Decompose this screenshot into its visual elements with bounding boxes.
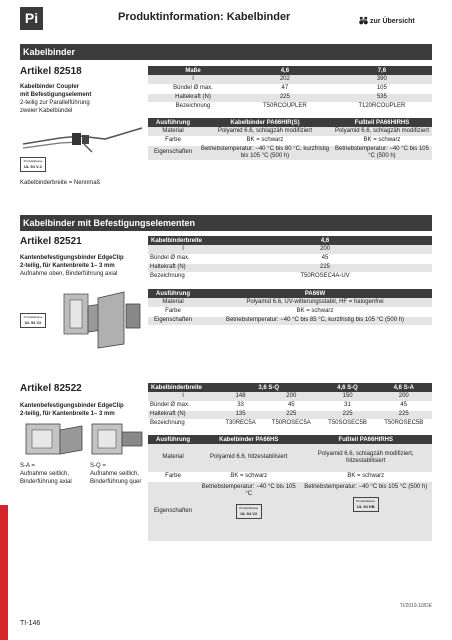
table-row [148, 93, 432, 102]
material-table [148, 118, 432, 161]
stamp-value: UL 94 V-2 [24, 164, 42, 169]
cell: 148 [218, 392, 263, 401]
ul-classification-stamp [20, 313, 46, 328]
desc-line: Kabelbinder Coupler [20, 84, 80, 90]
cell-text: Betriebstemperatur: −40 °C bis 105 °C (500 h) [304, 483, 428, 490]
caption-line: Aufnahme seitlich, [90, 471, 140, 477]
cell: 225 [376, 410, 432, 419]
coupler-image [20, 116, 146, 156]
material-table [148, 435, 432, 542]
col-header: 3,6 S-Q [218, 383, 320, 392]
cell: l [148, 75, 238, 84]
desc-line: Aufnahme oben, Binderführung axial [20, 271, 118, 277]
stamp-label: Produktklasse [23, 159, 43, 163]
table-row [148, 444, 432, 472]
col-header: Kabelbinderbreite [148, 236, 218, 245]
cell: BK = schwarz [299, 472, 432, 481]
page-number: TI-146 [20, 620, 41, 627]
cell: 33 [218, 401, 263, 410]
table-row [148, 263, 432, 272]
cell: Bündel Ø max. [148, 254, 218, 263]
cell: 200 [218, 245, 432, 254]
cell-text: Betriebstemperatur: −40 °C bis 105 °C [201, 483, 296, 497]
cell: 225 [263, 410, 319, 419]
edgeclip-image [58, 284, 146, 354]
cell: 47 [238, 84, 332, 93]
caption-line: Binderführung quer [90, 479, 142, 485]
dimensions-table [148, 66, 432, 112]
cell: Betriebstemperatur: −40 °C bis 85 °C, kurzfristig bis 105 °C (500 h) [198, 316, 432, 325]
cell: BK = schwarz [332, 136, 432, 145]
cell: l [148, 392, 218, 401]
cell [299, 481, 432, 541]
table-row [148, 145, 432, 160]
caption-sq [90, 462, 141, 486]
table-row [148, 392, 432, 401]
cell: T50SOSEC5B [320, 419, 376, 428]
stamp-value: UL 94 V2 [24, 320, 42, 325]
article-description [20, 254, 145, 278]
page-title: Produktinformation: Kabelbinder [118, 11, 291, 23]
caption-line: Binderführung axial [20, 479, 72, 485]
table-row [148, 401, 432, 410]
cell: 45 [376, 401, 432, 410]
ul-classification-stamp [20, 157, 46, 172]
cell: 202 [238, 75, 332, 84]
cell: 200 [376, 392, 432, 401]
table-row [148, 136, 432, 145]
col-header: Maße [148, 66, 238, 75]
cell: Haltekraft (N) [148, 410, 218, 419]
desc-line: mit Befestigungselement [20, 92, 92, 98]
article-description [20, 83, 145, 115]
cell: Haltekraft (N) [148, 93, 238, 102]
caption-line: Aufnahme seitlich, [20, 471, 70, 477]
cell: Polyamid 6.6, UV-witterungsstabil, HF = halogenfrei [198, 298, 432, 307]
col-header: Fußteil PA66HIRHS [299, 435, 432, 444]
cell: 105 [332, 84, 432, 93]
desc-line: 2-teilig, für Kantenbreite 1– 3 mm [20, 263, 115, 269]
col-header: Kabelbinder PA66HIR(S) [198, 118, 332, 127]
cell: 135 [218, 410, 263, 419]
edgeclip-sq-image [88, 420, 146, 460]
overview-link[interactable] [359, 16, 415, 25]
cell: Polyamid 6.6, schlagzäh modifiziert [332, 127, 432, 136]
desc-line: 2-teilig zur Parallelführung [20, 100, 90, 106]
table-row [148, 127, 432, 136]
edgeclip-sa-image [20, 420, 86, 460]
cell: Betriebstemperatur: −40 °C bis 105 °C (500 h) [332, 145, 432, 160]
material-table [148, 289, 432, 326]
table-row [148, 84, 432, 93]
cell: 45 [218, 254, 432, 263]
col-header: PA66W [198, 289, 432, 298]
table-row [148, 272, 432, 281]
cell [198, 481, 299, 541]
cell: Bezeichnung [148, 102, 238, 111]
cell: 225 [238, 93, 332, 102]
cell: Bündel Ø max. [148, 84, 238, 93]
cell: Farbe [148, 136, 198, 145]
cell: T120RCOUPLER [332, 102, 432, 111]
table-row [148, 245, 432, 254]
table-row [148, 75, 432, 84]
desc-line: zweier Kabelbündel [20, 108, 73, 114]
table-row [148, 307, 432, 316]
col-header: 4,6 S-Q [320, 383, 376, 392]
cell: BK = schwarz [198, 472, 299, 481]
cell: Eigenschaften [148, 481, 198, 541]
table-row [148, 410, 432, 419]
article-title: Artikel 82521 [20, 236, 82, 247]
cell: 225 [320, 410, 376, 419]
width-caption: Kabelbinderbreite = Nennmaß [20, 180, 101, 186]
cell: Polyamid 6.6, schlagzäh modifiziert, hitzestabilisiert [299, 444, 432, 472]
cell: 225 [218, 263, 432, 272]
cell: Bezeichnung [148, 272, 218, 281]
desc-line: 2-teilig, für Kantenbreite 1– 3 mm [20, 411, 115, 417]
article-description [20, 402, 145, 418]
cell: Material [148, 298, 198, 307]
overview-label: zur Übersicht [370, 18, 415, 25]
stamp-label: Produktklasse [239, 505, 259, 510]
cell: BK = schwarz [198, 136, 332, 145]
cell: Farbe [148, 472, 198, 481]
desc-line: Kantenbefestigungsbinder EdgeClip [20, 255, 124, 261]
table-row [148, 102, 432, 111]
col-header: Ausführung [148, 118, 198, 127]
col-header: Kabelbinderbreite [148, 383, 218, 392]
article-title: Artikel 82518 [20, 66, 82, 77]
col-header: Kabelbinder PA66HS [198, 435, 299, 444]
col-header: 4,6 [238, 66, 332, 75]
document-code: TI/2019.10/DE [399, 603, 432, 609]
dimensions-table [148, 383, 432, 429]
table-row [148, 298, 432, 307]
col-header: Ausführung [148, 435, 198, 444]
cell: BK = schwarz [198, 307, 432, 316]
col-header: 4,6 [218, 236, 432, 245]
cell: 45 [263, 401, 319, 410]
cell: Eigenschaften [148, 145, 198, 160]
section-bar-befestigung: Kabelbinder mit Befestigungselementen [20, 215, 432, 231]
cell: T50RCOUPLER [238, 102, 332, 111]
cell: Material [148, 127, 198, 136]
stamp-value: UL 94 V2 [240, 510, 258, 516]
cell: Bündel Ø max. [148, 401, 218, 410]
caption-line: S-A = [20, 463, 35, 469]
cell: Betriebstemperatur: −40 °C bis 80 °C, kurzfristig bis 105 °C (500 h) [198, 145, 332, 160]
stamp-value: UL 94 HB [356, 503, 375, 509]
cell: T50ROSEC5A [263, 419, 319, 428]
cell: Eigenschaften [148, 316, 198, 325]
col-header: Ausführung [148, 289, 198, 298]
table-row [148, 472, 432, 481]
col-header: Fußteil PA66HIRHS [332, 118, 432, 127]
cell: 535 [332, 93, 432, 102]
cell: l [148, 245, 218, 254]
pi-logo: Pi [20, 7, 43, 30]
table-row [148, 254, 432, 263]
cell: T50ROSEC4A-UV [218, 272, 432, 281]
table-row [148, 316, 432, 325]
cell: Material [148, 444, 198, 472]
ul-classification-stamp [353, 497, 379, 512]
ul-classification-stamp [236, 504, 262, 519]
cell: 200 [263, 392, 319, 401]
col-header: 7,6 [332, 66, 432, 75]
caption-line: S-Q = [90, 463, 106, 469]
table-row [148, 481, 432, 541]
cell: T50ROSEC5B [376, 419, 432, 428]
dimensions-table [148, 236, 432, 282]
cell: 31 [320, 401, 376, 410]
section-bar-kabelbinder: Kabelbinder [20, 44, 432, 60]
article-title: Artikel 82522 [20, 383, 82, 394]
table-row [148, 419, 432, 428]
cell: Haltekraft (N) [148, 263, 218, 272]
cell: T30REC5A [218, 419, 263, 428]
side-marker [0, 505, 8, 640]
binoculars-icon [359, 16, 368, 25]
cell: Farbe [148, 307, 198, 316]
caption-sa [20, 462, 72, 486]
cell: 390 [332, 75, 432, 84]
stamp-label: Produktklasse [23, 315, 43, 319]
stamp-label: Produktklasse [356, 498, 376, 503]
cell: Polyamid 6.6, hitzestabilisiert [198, 444, 299, 472]
desc-line: Kantenbefestigungsbinder EdgeClip [20, 403, 124, 409]
cell: Bezeichnung [148, 419, 218, 428]
col-header: 4,6 S-A [376, 383, 432, 392]
cell: Polyamid 6.6, schlagzäh modifiziert [198, 127, 332, 136]
cell: 150 [320, 392, 376, 401]
